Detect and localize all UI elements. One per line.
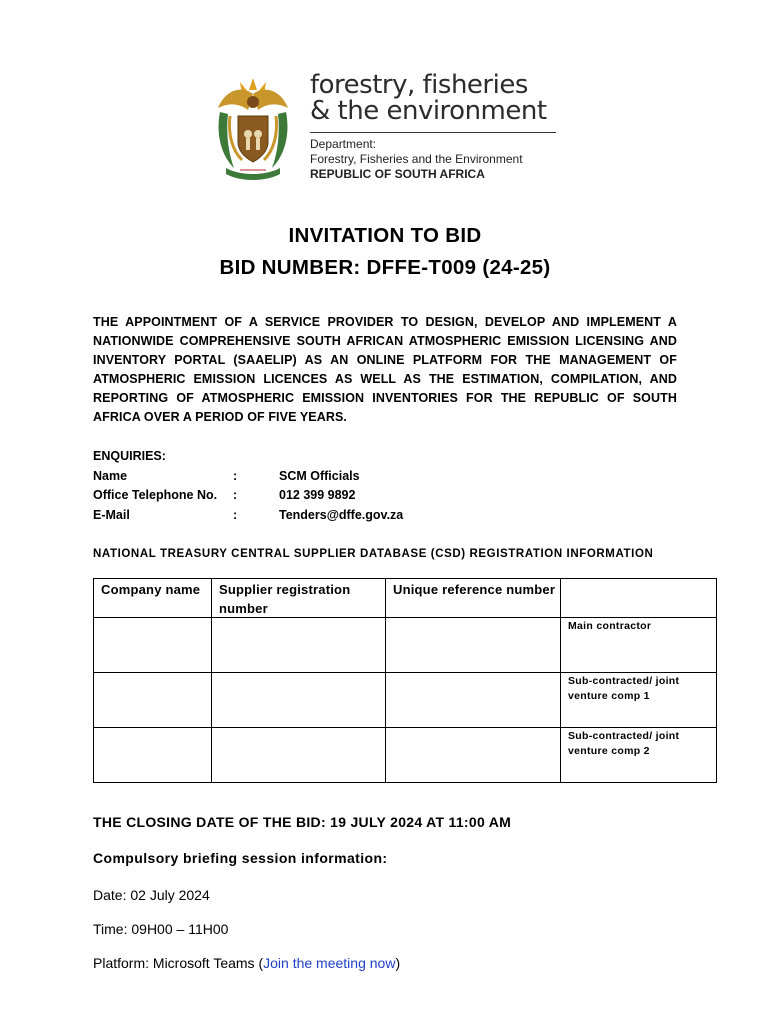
enquiry-colon: :	[233, 469, 238, 483]
table-cell-unique-ref-3[interactable]	[385, 727, 561, 783]
platform-prefix: Platform: Microsoft Teams (	[93, 955, 264, 971]
brand-divider	[310, 132, 556, 133]
briefing-time: Time: 09H00 – 11H00	[93, 921, 229, 937]
briefing-platform	[93, 955, 400, 971]
enquiry-label: Name	[93, 469, 128, 483]
coat-of-arms-icon	[210, 72, 296, 182]
enquiry-value: 012 399 9892	[279, 488, 356, 502]
table-header-unique-ref: Unique reference number	[385, 578, 561, 618]
bid-number: BID NUMBER: DFFE-T009 (24-25)	[219, 256, 551, 279]
table-cell-role-2: Sub-contracted/ joint venture comp 1	[560, 672, 717, 728]
table-cell-supplier-reg-1[interactable]	[211, 617, 386, 673]
table-header-company: Company name	[93, 578, 212, 618]
briefing-heading: Compulsory briefing session information:	[93, 850, 388, 866]
csd-table	[93, 578, 717, 783]
brand-line-1: forestry, fisheries	[310, 70, 528, 100]
platform-suffix: )	[395, 955, 401, 971]
table-cell-unique-ref-1[interactable]	[385, 617, 561, 673]
briefing-date: Date: 02 July 2024	[93, 887, 210, 903]
bid-description: THE APPOINTMENT OF A SERVICE PROVIDER TO DESIGN, DEVELOP AND IMPLEMENT A NATIONWIDE COMPREHENSIVE SOUTH AFRICAN ATMOSPHERIC EMISSION LICENSING AND INVENTORY PORTAL (SAAELIP) AS AN ONLINE PLATFORM FOR THE MANAGEMENT OF ATMOSPHERIC EMISSION LICENCES AS WELL AS THE ESTIMATION, COMPILATION, AND REPORTING OF ATMOSPHERIC EMISSION INVENTORIES FOR THE REPUBLIC OF SOUTH AFRICA OVER A PERIOD OF FIVE YEARS.	[93, 315, 677, 424]
enquiry-value: SCM Officials	[279, 469, 360, 483]
table-cell-company-3[interactable]	[93, 727, 212, 783]
join-meeting-link[interactable]: Join the meeting now	[263, 955, 396, 971]
closing-date: THE CLOSING DATE OF THE BID: 19 JULY 2024 AT 11:00 AM	[93, 814, 512, 830]
table-header-supplier-reg: Supplier registration number	[211, 578, 386, 618]
table-cell-role-1: Main contractor	[560, 617, 717, 673]
table-cell-role-3: Sub-contracted/ joint venture comp 2	[560, 727, 717, 783]
enquiries-heading: ENQUIRIES:	[93, 449, 166, 463]
table-cell-supplier-reg-3[interactable]	[211, 727, 386, 783]
table-cell-supplier-reg-2[interactable]	[211, 672, 386, 728]
enquiry-colon: :	[233, 488, 238, 502]
enquiry-label: Office Telephone No.	[93, 488, 218, 502]
csd-heading: NATIONAL TREASURY CENTRAL SUPPLIER DATABASE (CSD) REGISTRATION INFORMATION	[93, 548, 654, 560]
doc-title: INVITATION TO BID	[288, 224, 482, 247]
dept-country: REPUBLIC OF SOUTH AFRICA	[310, 167, 485, 181]
table-cell-company-2[interactable]	[93, 672, 212, 728]
enquiry-label: E-Mail	[93, 508, 130, 522]
dept-label: Department:	[310, 137, 377, 151]
department-brand	[310, 72, 560, 182]
dept-name: Forestry, Fisheries and the Environment	[310, 152, 523, 166]
enquiry-colon: :	[233, 508, 238, 522]
table-cell-company-1[interactable]	[93, 617, 212, 673]
brand-line-2: & the environment	[310, 96, 547, 126]
table-cell-unique-ref-2[interactable]	[385, 672, 561, 728]
table-header-role	[560, 578, 717, 618]
enquiry-email-link[interactable]: Tenders@dffe.gov.za	[279, 508, 404, 522]
